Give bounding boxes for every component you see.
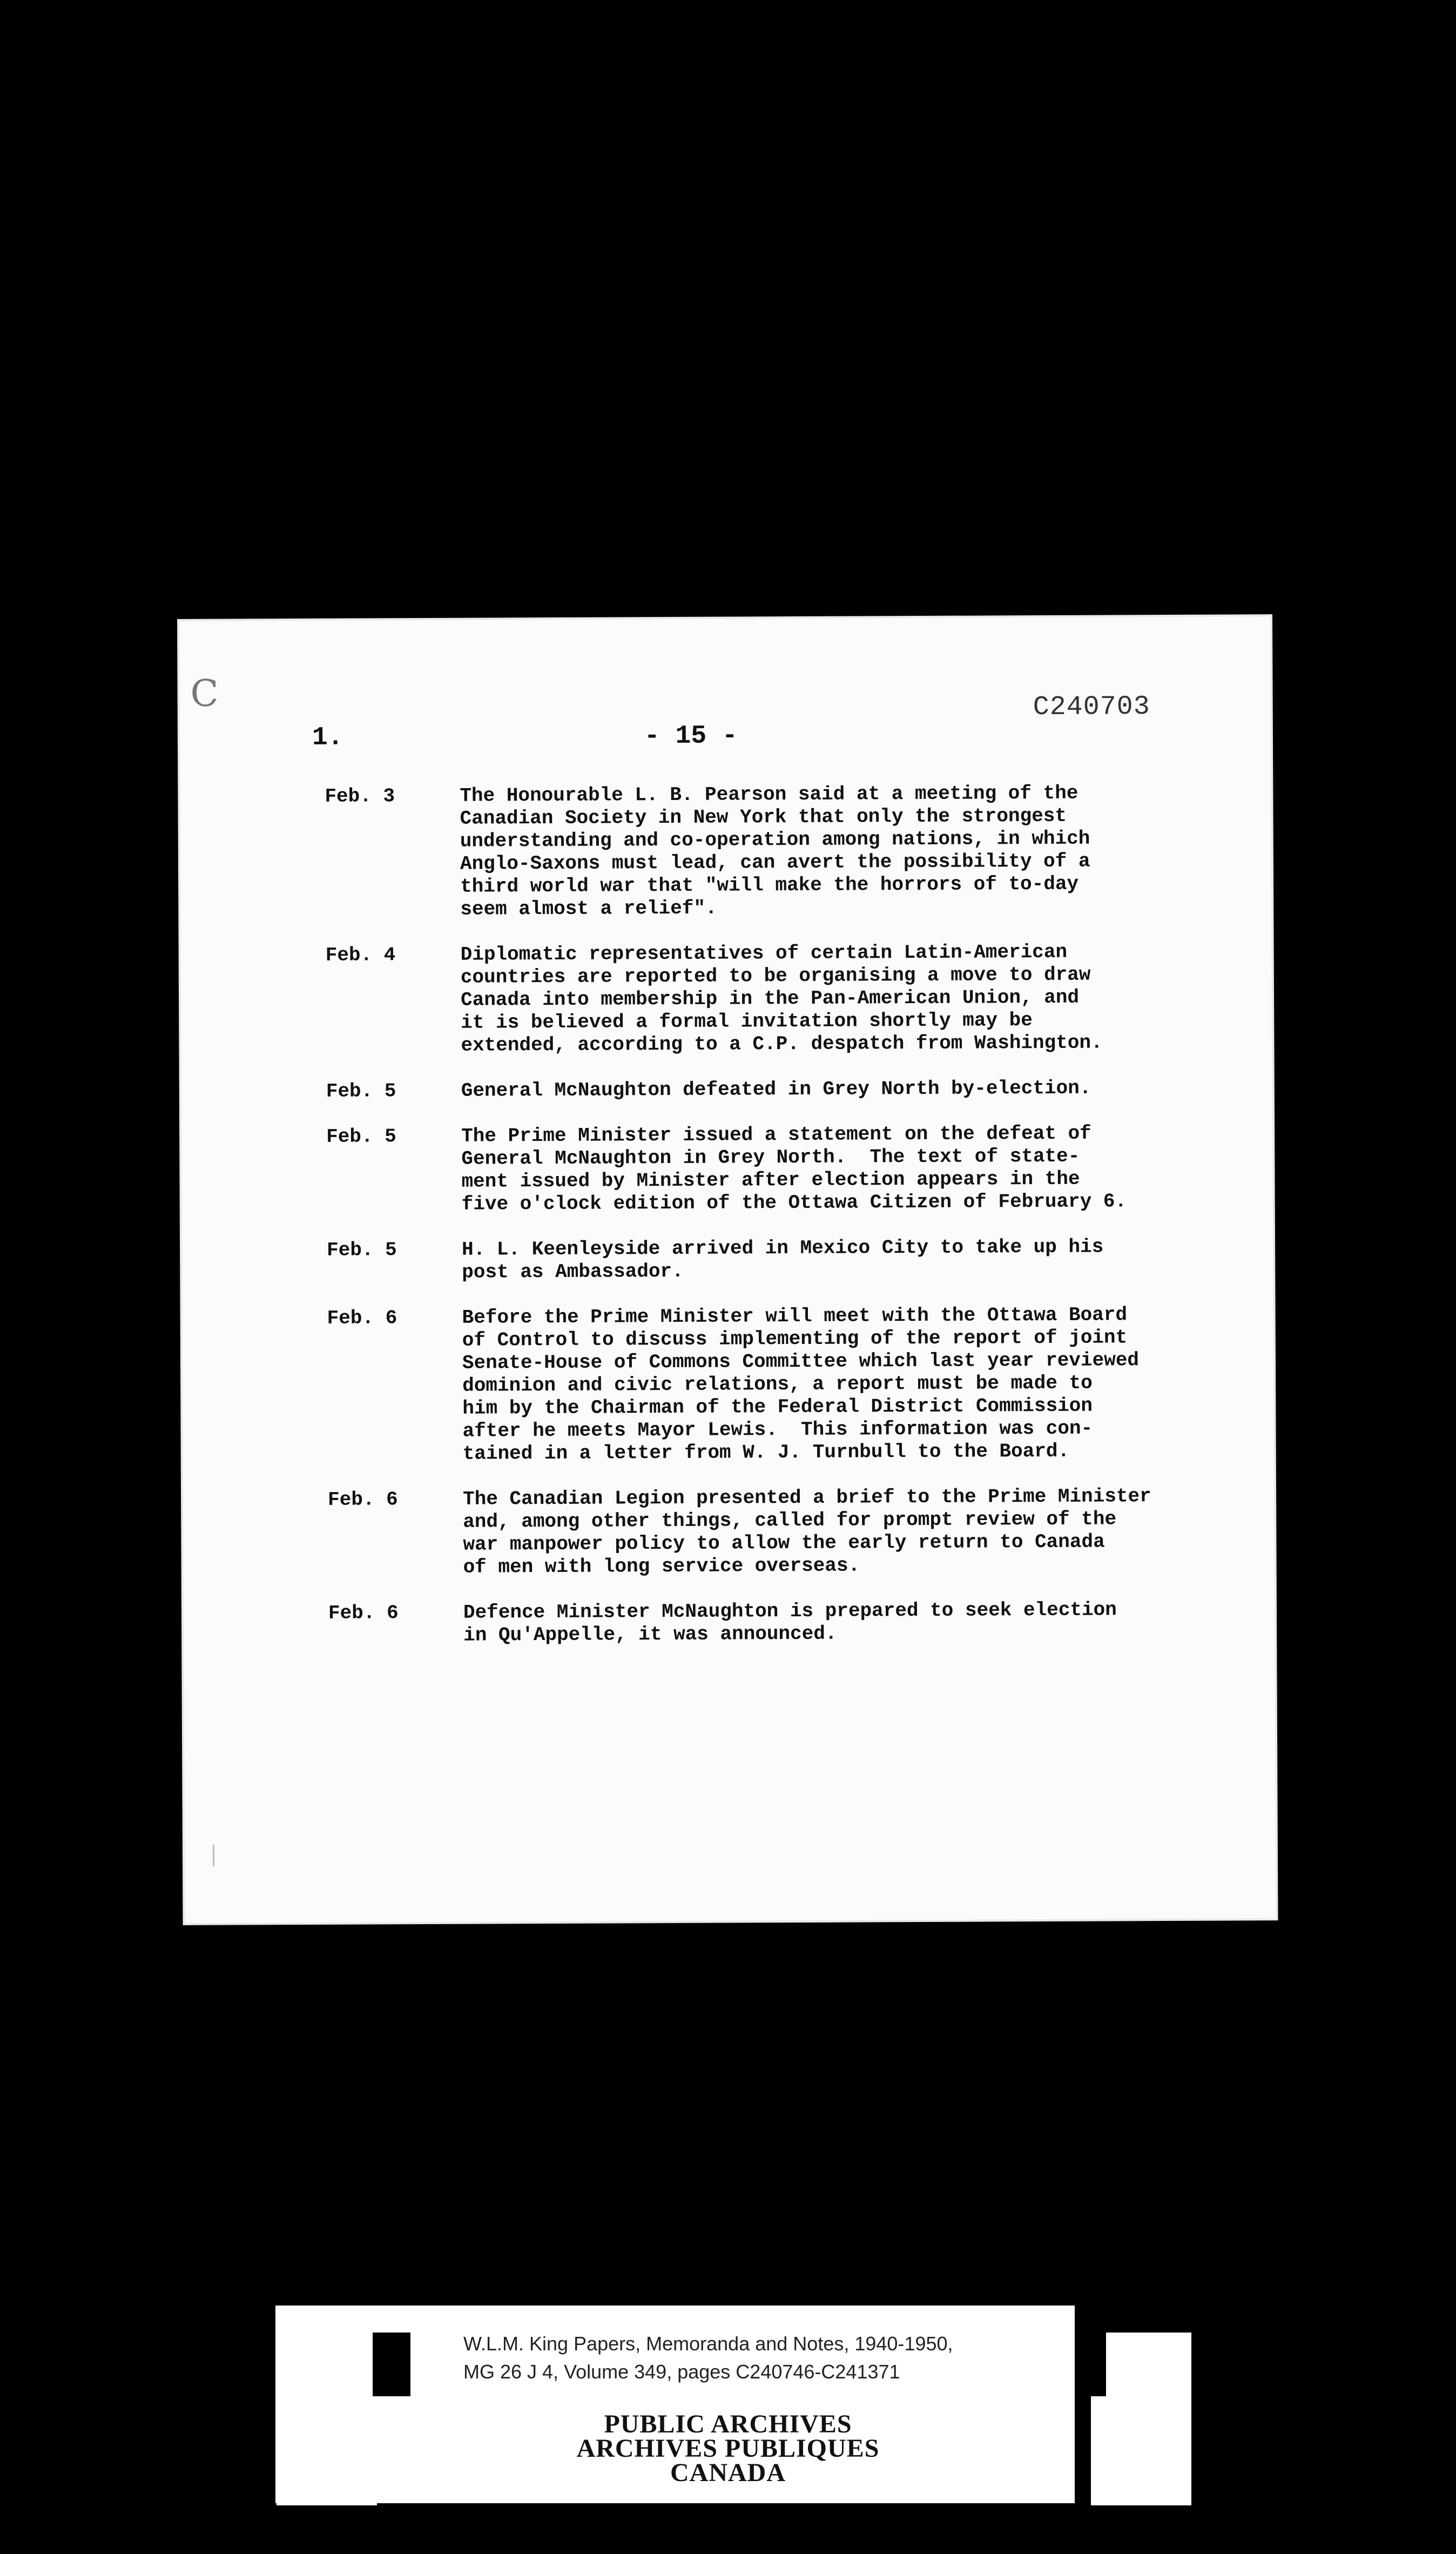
- entry-text: Before the Prime Minister will meet with the Ottawa Board of Control to discuss implementing of the report of joint Senate-House of Commons Committee which last year reviewed dominion and civic relations, a report must be made to him by the Chairman of the Federal District Commission after he meets Mayor Lewis. This information was con- tained in a letter from W. J. Turnbull to the Board.: [462, 1303, 1140, 1465]
- entry: [325, 781, 1276, 922]
- page-number: - 15 -: [644, 721, 738, 751]
- entry: [328, 1484, 1279, 1580]
- entry-date: Feb. 4: [325, 944, 396, 966]
- entry-text: Diplomatic representatives of certain Latin-American countries are reported to be organising a move to draw Canada into membership in the Pan-American Union, and it is believed a formal invitation shortly may be extended, according to a C.P. despatch from Washington.: [460, 940, 1103, 1057]
- entry-text: The Canadian Legion presented a brief to the Prime Minister and, among other things, called for prompt review of the war manpower policy to allow the early return to Canada of men with long service overseas.: [463, 1485, 1151, 1578]
- margin-scratch: [213, 1845, 214, 1866]
- margin-mark: C: [190, 672, 219, 715]
- archives-english: PUBLIC ARCHIVES: [604, 2410, 852, 2438]
- entry-text: The Honourable L. B. Pearson said at a meeting of the Canadian Society in New York that only the strongest understanding and co-operation among nations, in which Anglo-Saxons must lead, can avert the possibility of a third world war that "will make the horrors of to-day seem almost a relief".: [460, 782, 1090, 920]
- entry: [328, 1598, 1279, 1648]
- entry-date: Feb. 6: [328, 1602, 399, 1624]
- reference-number: C240703: [1033, 691, 1150, 723]
- entry: [326, 940, 1277, 1058]
- entry-date: Feb. 6: [327, 1307, 397, 1329]
- entry: [327, 1235, 1277, 1285]
- archives-country: CANADA: [670, 2458, 786, 2487]
- entry-text: The Prime Minister issued a statement on the defeat of General McNaughton in Grey North. The text of state- ment issued by Minister after election appears in the five o'clock edition of the Ottawa Citizen of February 6.: [461, 1122, 1127, 1215]
- entry-text: Defence Minister McNaughton is prepared to seek election in Qu'Appelle, it was announced.: [463, 1598, 1117, 1646]
- entry-text: General McNaughton defeated in Grey North by-election.: [461, 1077, 1091, 1102]
- collection-line-1: W.L.M. King Papers, Memoranda and Notes, 1940-1950,: [463, 2333, 953, 2355]
- label-notch-right: [1075, 2333, 1106, 2396]
- entry-text: H. L. Keenleyside arrived in Mexico City to take up his post as Ambassador.: [461, 1235, 1104, 1283]
- collection-line-2: MG 26 J 4, Volume 349, pages C240746-C241371: [463, 2361, 900, 2383]
- label-notch-left: [373, 2333, 410, 2396]
- entry-date: Feb. 5: [326, 1080, 396, 1103]
- entry-date: Feb. 5: [326, 1239, 397, 1261]
- chronology-entries: [325, 781, 1279, 1670]
- entry-date: Feb. 3: [325, 785, 395, 808]
- entry-date: Feb. 6: [328, 1488, 398, 1511]
- entry: [326, 1076, 1277, 1103]
- entry: [327, 1303, 1278, 1466]
- section-number: 1.: [312, 723, 343, 752]
- entry: [326, 1121, 1277, 1216]
- document-page: [179, 616, 1276, 1923]
- entry-date: Feb. 5: [326, 1125, 396, 1148]
- archives-french: ARCHIVES PUBLIQUES: [576, 2434, 880, 2463]
